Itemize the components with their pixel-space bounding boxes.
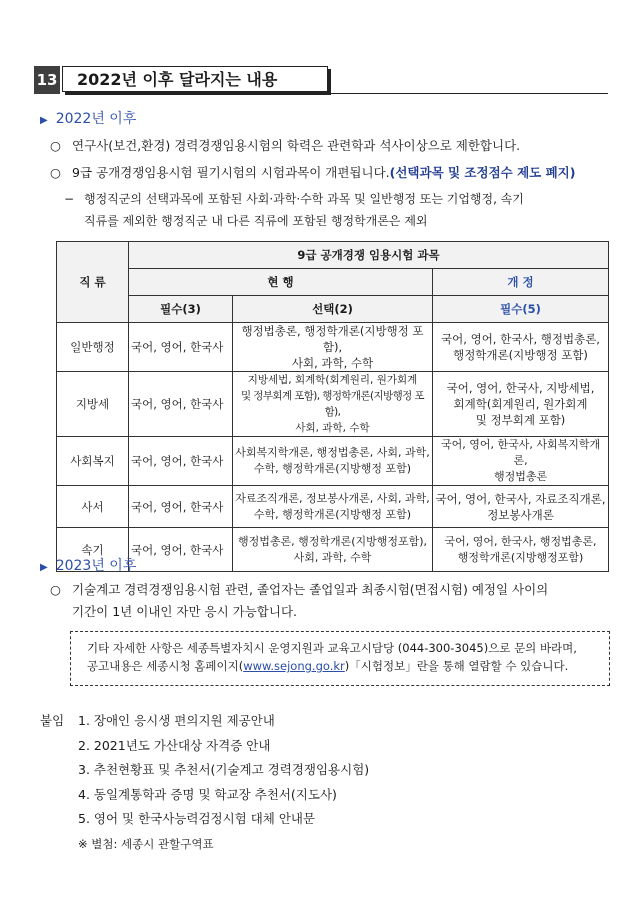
bullet-text: 연구사(보건,환경) 경력경쟁임용시험의 학력은 관련학과 석사이상으로 제한합니다. <box>72 138 521 153</box>
circle-bullet-icon: ○ <box>50 138 61 153</box>
homepage-link[interactable]: www.sejong.go.kr <box>243 659 345 673</box>
cell-job: 일반행정 <box>57 323 129 372</box>
list-item: 4. 동일계통학과 증명 및 학교장 추천서(지도사) <box>78 786 337 802</box>
cell-job: 속기 <box>57 528 129 572</box>
exam-subject-table <box>56 241 609 572</box>
cell-req: 국어, 영어, 한국사 <box>129 486 233 528</box>
heading-2023-text: 2023년 이후 <box>55 558 137 574</box>
cell-job: 사서 <box>57 486 129 528</box>
cell-new: 국어, 영어, 한국사, 행정법총론, 행정학개론(지방행정 포함) <box>433 323 609 372</box>
notice-line-2: 공고내용은 세종시청 홈페이지(www.sejong.go.kr)「시험정보」란을 통해 열람할 수 있습니다. <box>87 659 569 673</box>
attachment-note: ※ 별첨: 세종시 관할구역표 <box>78 836 214 851</box>
dash-item <box>64 188 624 210</box>
cell-req: 국어, 영어, 한국사 <box>129 437 233 486</box>
table-row <box>57 528 609 572</box>
triangle-icon: ▶ <box>40 562 48 573</box>
bullet-item <box>50 163 630 183</box>
col-header-job: 직 류 <box>57 242 129 323</box>
dash-text-1: 행정직군의 선택과목에 포함된 사회·과학·수학 과목 및 일반행정 또는 기업행정, 속기 <box>84 192 524 206</box>
list-item: 2. 2021년도 가산대상 자격증 안내 <box>78 737 271 753</box>
circle-bullet-icon: ○ <box>50 582 61 597</box>
header-req5: 필수(5) <box>433 296 609 323</box>
header-req3: 필수(3) <box>129 296 233 323</box>
section-title: 2022년 이후 달라지는 내용 <box>62 66 328 92</box>
section-number: 13 <box>34 66 60 94</box>
bullet-emphasis: (선택과목 및 조정점수 제도 폐지) <box>389 165 576 180</box>
header-current: 현 행 <box>129 269 433 296</box>
cell-new: 국어, 영어, 한국사, 자료조직개론, 정보봉사개론 <box>433 486 609 528</box>
cell-opt: 행정법총론, 행정학개론(지방행정 포함), 사회, 과학, 수학 <box>233 323 433 372</box>
cell-opt: 행정법총론, 행정학개론(지방행정포함), 사회, 과학, 수학 <box>233 528 433 572</box>
cell-new: 국어, 영어, 한국사, 사회복지학개론, 행정법총론 <box>433 437 609 486</box>
table-row <box>57 437 609 486</box>
bullet-text: 9급 공개경쟁임용시험 필기시험의 시험과목이 개편됩니다. <box>72 165 390 180</box>
section-underline <box>330 93 608 94</box>
heading-2022 <box>40 108 136 128</box>
cell-opt: 지방세법, 회계학(회계원리, 원가회계 및 정부회계 포함), 행정학개론(지방행정 포함), 사회, 과학, 수학 <box>233 372 433 437</box>
dash-item-cont: 직류를 제외한 행정직군 내 다른 직류에 포함된 행정학개론은 제외 <box>84 214 428 228</box>
cell-job: 사회복지 <box>57 437 129 486</box>
heading-2022-text: 2022년 이후 <box>55 111 137 127</box>
cell-new: 국어, 영어, 한국사, 지방세법, 회계학(회계원리, 원가회계 및 정부회계 포함) <box>433 372 609 437</box>
list-item: 5. 영어 및 한국사능력검정시험 대체 안내문 <box>78 811 316 826</box>
table-row <box>57 372 609 437</box>
cell-job: 지방세 <box>57 372 129 437</box>
contact-notice <box>70 631 610 686</box>
table-row <box>57 486 609 528</box>
attachments-list <box>78 710 618 855</box>
cell-opt: 자료조직개론, 정보봉사개론, 사회, 과학, 수학, 행정학개론(지방행정 포함) <box>233 486 433 528</box>
bullet-text: 기술계고 경력경쟁임용시험 관련, 졸업자는 졸업일과 최종시험(면접시험) 예정일 사이의 <box>72 582 549 597</box>
bullet-item <box>50 580 630 600</box>
list-item: 1. 장애인 응시생 편의지원 제공안내 <box>78 713 275 728</box>
bullet-item <box>50 136 620 156</box>
heading-2023 <box>40 555 136 575</box>
triangle-icon: ▶ <box>40 115 48 126</box>
cell-req: 국어, 영어, 한국사 <box>129 372 233 437</box>
bullet-item-cont: 기간이 1년 이내인 자만 응시 가능합니다. <box>72 604 297 619</box>
cell-opt: 사회복지학개론, 행정법총론, 사회, 과학, 수학, 행정학개론(지방행정 포함) <box>233 437 433 486</box>
header-opt2: 선택(2) <box>233 296 433 323</box>
notice-line-1: 기타 자세한 사항은 세종특별자치시 운영지원과 교육고시담당 (044-300-3045)으로 문의 바라며, <box>87 641 577 655</box>
dash-icon: − <box>64 192 75 206</box>
top-header: 9급 공개경쟁 임용시험 과목 <box>129 242 609 269</box>
cell-req: 국어, 영어, 한국사 <box>129 323 233 372</box>
cell-req: 국어, 영어, 한국사 <box>129 528 233 572</box>
cell-new: 국어, 영어, 한국사, 행정법총론, 행정학개론(지방행정포함) <box>433 528 609 572</box>
attachments-label: 붙임 <box>40 713 65 728</box>
list-item: 3. 추천현황표 및 추천서(기술계고 경력경쟁임용시험) <box>78 762 370 777</box>
table-row <box>57 323 609 372</box>
circle-bullet-icon: ○ <box>50 165 61 180</box>
header-revised: 개 정 <box>433 269 609 296</box>
